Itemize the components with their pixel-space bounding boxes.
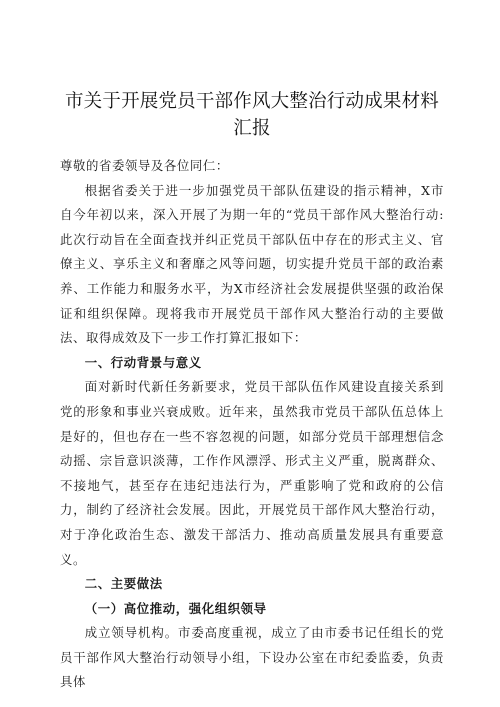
section-heading-measures: 二、主要做法 [84,576,163,592]
paragraph-establish-leadership: 成立领导机构。市委高度重视，成立了由市委书记任组长的党员干部作风大整治行动领导小组，下设办公室在市纪委监委，负责具体 [60,625,444,690]
paragraph-background: 面对新时代新任务新要求，党员干部队伍作风建设直接关系到党的形象和事业兴衰成败。近年来，虽然我市党员干部队伍总体上是好的，但也存在一些不容忽视的问题，如部分党员干部理想信念动摇、宗旨意识淡薄，工作作风漂浮、形式主义严重，脱离群众、不接地气，甚至存在违纪违法行为，严重影响了党和政府的公信力，制约了经济社会发展。因此，开展党员干部作风大整治行动，对于净化政治生态、激发干部活力、推动高质量发展具有重要意义。 [60,379,444,567]
subsection-heading-leadership: （一）高位推动，强化组织领导 [84,600,267,616]
document-title: 市关于开展党员干部作风大整治行动成果材料汇报 [64,91,439,139]
document-body [60,154,444,695]
salutation: 尊敬的省委领导及各位同仁： [60,158,229,173]
paragraph-intro: 根据省委关于进一步加强党员干部队伍建设的指示精神，X市自今年初以来，深入开展了为期一年的“党员干部作风大整治行动:此次行动旨在全面查找并纠正党员干部队伍中存在的形式主义、官僚主义、享乐主义和奢靡之风等问题，切实提升党员干部的政治素养、工作能力和服务水平，为X市经济社会发展提供坚强的政治保证和组织保障。现将我市开展党员干部作风大整治行动的主要做法、取得成效及下一步工作打算汇报如下： [60,182,444,346]
document-page [60,0,444,695]
section-heading-background: 一、行动背景与意义 [84,354,202,370]
